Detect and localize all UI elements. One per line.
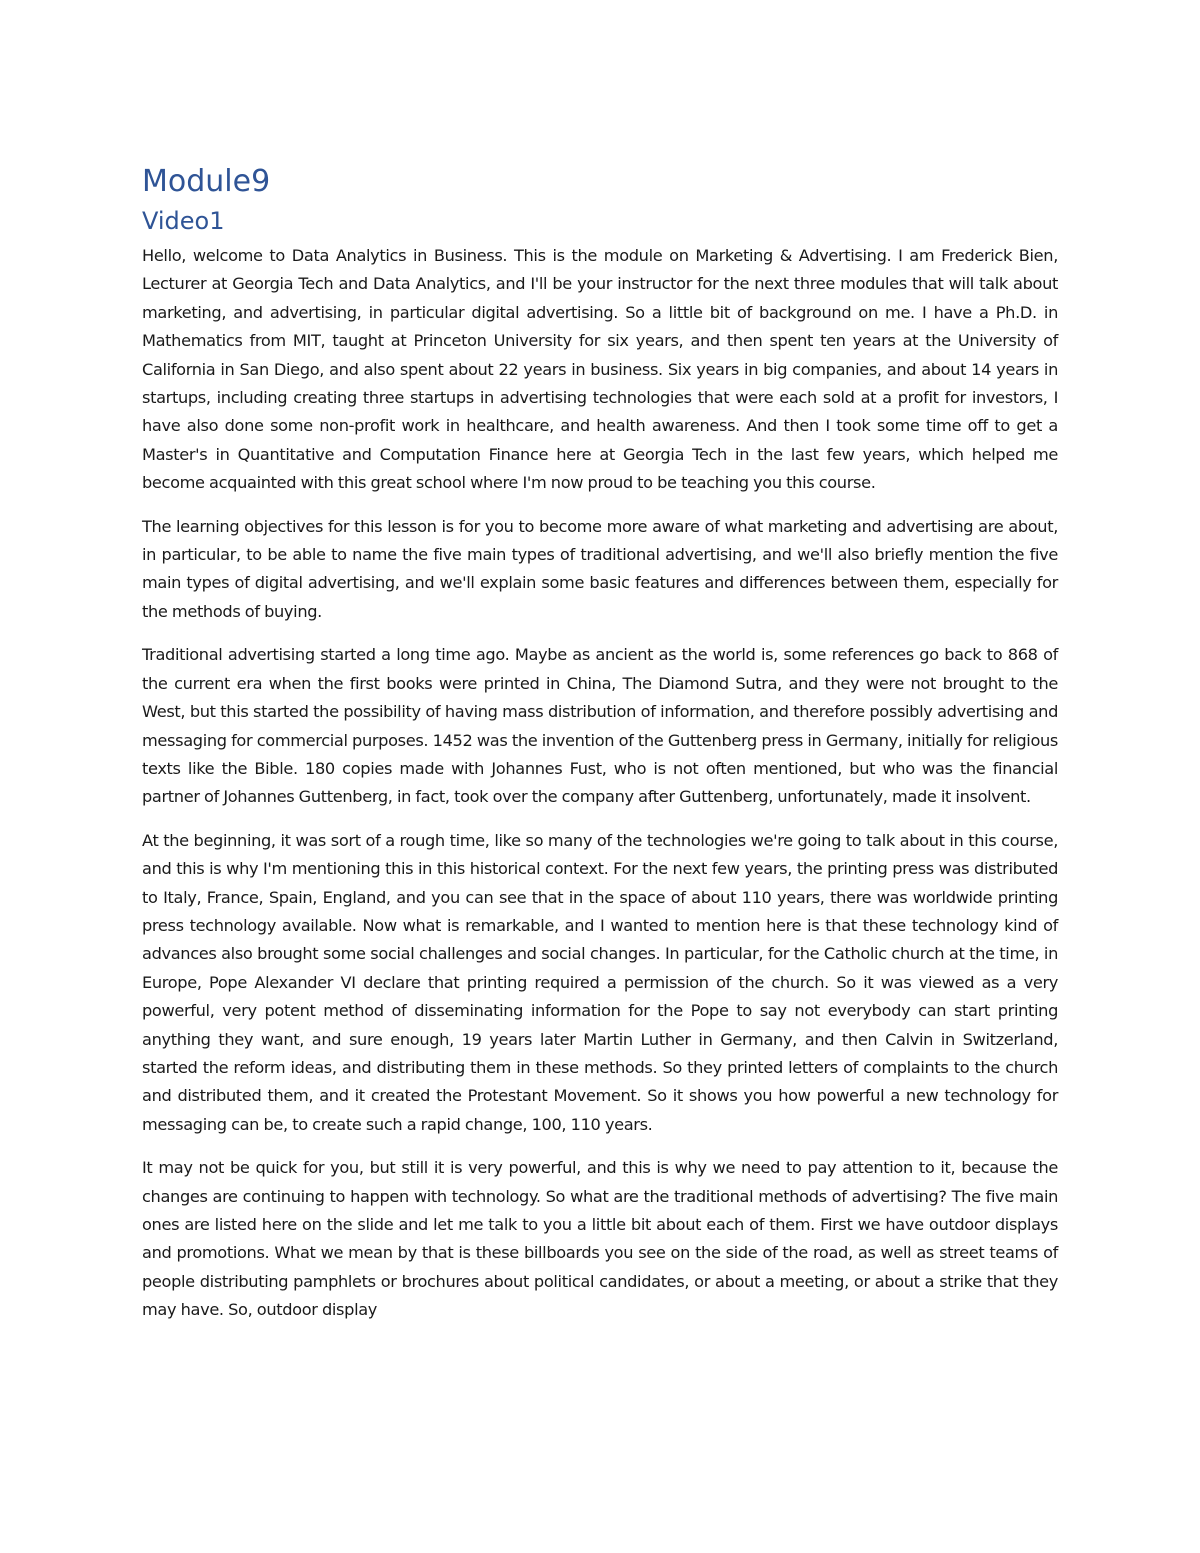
paragraph-traditional-advertising: Traditional advertising started a long time ago. Maybe as ancient as the world is, some references go back to 868 of the current era when the first books were printed in China, The Diamond Sutra, and they were not brought to the West, but this started the possibility of having mass distribution of information, and therefore possibly advertising and messaging for commercial purposes. 1452 was the invention of the Guttenberg press in Germany, initially for religious texts like the Bible. 180 copies made with Johannes Fust, who is not often mentioned, but who was the financial partner of Johannes Guttenberg, in fact, took over the company after Guttenberg, unfortunately, made it insolvent. <box>142 645 1058 807</box>
paragraph-printing-history: At the beginning, it was sort of a rough time, like so many of the technologies we're going to talk about in this course, and this is why I'm mentioning this in this historical context. For the next few years, the printing press was distributed to Italy, France, Spain, England, and you can see that in the space of about 110 years, there was worldwide printing press technology available. Now what is remarkable, and I wanted to mention here is that these technology kind of advances also brought some social challenges and social changes. In particular, for the Catholic church at the time, in Europe, Pope Alexander VI declare that printing required a permission of the church. So it was viewed as a very powerful, very potent method of disseminating information for the Pope to say not everybody can start printing anything they want, and sure enough, 19 years later Martin Luther in Germany, and then Calvin in Switzerland, started the reform ideas, and distributing them in these methods. So they printed letters of complaints to the church and distributed them, and it created the Protestant Movement. So it shows you how powerful a new technology for messaging can be, to create such a rapid change, 100, 110 years. <box>142 830 1058 1134</box>
paragraph-learning-objectives: The learning objectives for this lesson is for you to become more aware of what marketing and advertising are about, in particular, to be able to name the five main types of traditional advertising, and we'll also briefly mention the five main types of digital advertising, and we'll explain some basic features and differences between them, especially for the methods of buying. <box>142 516 1058 621</box>
document-page <box>142 160 1058 1325</box>
paragraph-introduction: Hello, welcome to Data Analytics in Business. This is the module on Marketing & Advertising. I am Frederick Bien, Lecturer at Georgia Tech and Data Analytics, and I'll be your instructor for the next three modules that will talk about marketing, and advertising, in particular digital advertising. So a little bit of background on me. I have a Ph.D. in Mathematics from MIT, taught at Princeton University for six years, and then spent ten years at the University of California in San Diego, and also spent about 22 years in business. Six years in big companies, and about 14 years in startups, including creating three startups in advertising technologies that were each sold at a profit for investors, I have also done some non-profit work in healthcare, and health awareness. And then I took some time off to get a Master's in Quantitative and Computation Finance here at Georgia Tech in the last few years, which helped me become acquainted with this great school where I'm now proud to be teaching you this course. <box>142 246 1058 493</box>
document-subtitle: Video1 <box>142 207 225 235</box>
document-title: Module9 <box>142 164 271 199</box>
paragraph-traditional-methods: It may not be quick for you, but still it is very powerful, and this is why we need to pay attention to it, because the changes are continuing to happen with technology. So what are the traditional methods of advertising? The five main ones are listed here on the slide and let me talk to you a little bit about each of them. First we have outdoor displays and promotions. What we mean by that is these billboards you see on the side of the road, as well as street teams of people distributing pamphlets or brochures about political candidates, or about a meeting, or about a strike that they may have. So, outdoor display <box>142 1158 1058 1320</box>
